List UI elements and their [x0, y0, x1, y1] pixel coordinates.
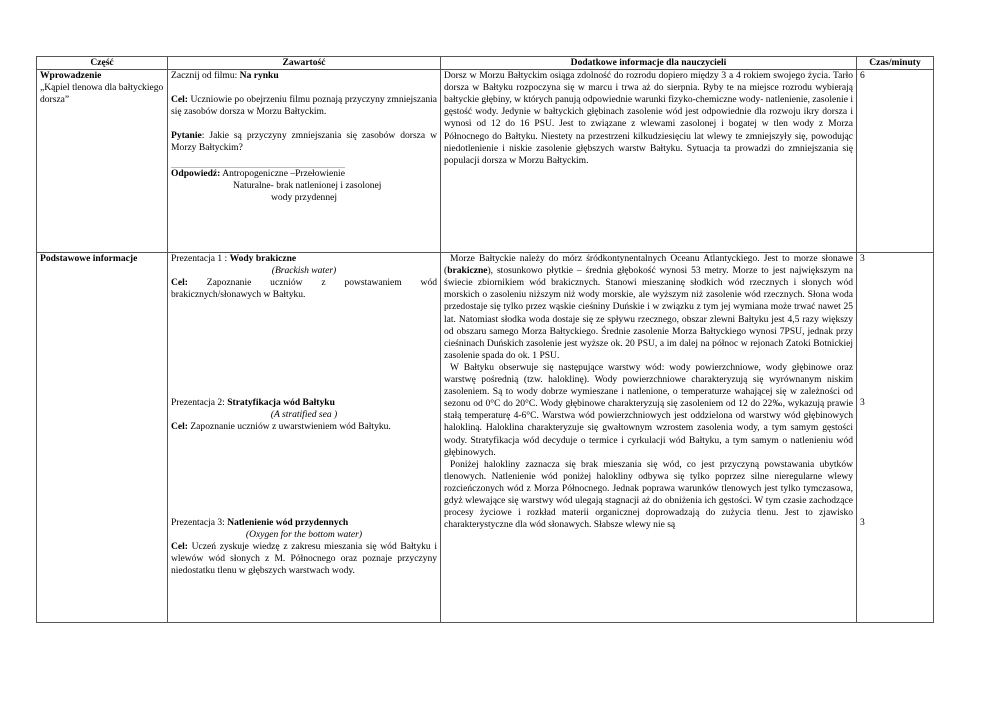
- teacher-info-text: Dorsz w Morzu Bałtyckim osiąga zdolność do rozrodu dopiero między 3 a 4 rokiem swojego życia. Tarło dorsza w Bałtyku rozpoczyna się w marcu i trwa aż do sierpnia. Ryby te na miejsce rozrodu wybierają bałtyckie głębiny, w których panują odpowiednie warunki fizyko-chemiczne wody- natlenienie, zasolenie i gęstość wody. Jedynie w bałtyckich głębinach zasolenie wód jest odpowiednie dla rozwoju ikry dorsza i wynosi od 12 do 16 PSU. Jest to związane z wlewami zasolonej i bogatej w tlen wody z Morza Północnego do Bałtyku. Niestety na przestrzeni kilkudziesięciu lat wlewy te zmniejszyły się, powodując niedotlenienie i niskie zasolenie głębszych warstw Bałtyku. Sytuacja ta prowadzi do zmniejszania się populacji dorsza w Morzu Bałtyckim.: [444, 70, 853, 166]
- film-title: Na rynku: [239, 70, 279, 82]
- presentation-1: Prezentacja 1 : Wody brakiczne (Brackish water) Cel: Zapoznanie uczniów z powstawaniem wód brakicznych/słonawych w Bałtyku.: [171, 253, 437, 301]
- part-title: Wprowadzenie: [40, 70, 102, 82]
- header-row: [37, 57, 934, 70]
- time-value: 6: [860, 70, 865, 82]
- time-cell: [857, 70, 934, 253]
- answer-line: Odpowiedź: Antropogeniczne –Przełowienie: [171, 167, 345, 179]
- header-part: Część: [37, 57, 168, 70]
- question-text: Pytanie: Jakie są przyczyny zmniejszania się zasobów dorsza w Morzy Bałtyckim?: [171, 130, 437, 154]
- lesson-plan-table: [36, 56, 934, 623]
- presentation-3-goal: Cel: Uczeń zyskuje wiedzę z zakresu mieszania się wód Bałtyku i wlewów wód słonych z M. Północnego oraz poznaje przyczyny niedostatku tlenu w głębszych warstwach wody.: [171, 541, 437, 577]
- part-cell: [37, 70, 168, 253]
- time-cell: [857, 253, 934, 623]
- presentation-1-english: (Brackish water): [271, 265, 337, 277]
- presentation-3-english: (Oxygen for the bottom water): [245, 529, 363, 541]
- part-cell: [37, 253, 168, 623]
- part-subtitle: „Kąpiel tlenowa dla bałtyckiego dorsza”: [40, 82, 164, 106]
- content-cell: [168, 253, 441, 623]
- teacher-info-cell: [441, 70, 857, 253]
- header-content: Zawartość: [168, 57, 441, 70]
- header-teacher-info: Dodatkowe informacje dla nauczycieli: [441, 57, 857, 70]
- presentation-2-goal: Cel: Zapoznanie uczniów z uwarstwieniem wód Bałtyku.: [171, 421, 391, 433]
- teacher-info-brackish: Morze Bałtyckie należy do mórz śródkontynentalnych Oceanu Atlantyckiego. Jest to morze słonawe (brakiczne), stosunkowo płytkie – średnia głębokość wynosi 53 metry. Morze to jest największym na świecie zbiornikiem wód brakicznych. Stanowi mieszaninę słodkich wód rzecznych i słonych wód morskich o zasoleniu niższym niż wody morskie, ale wyższym niż zasolenie wód rzecznych. Słona woda przedostaje się tylko przez wąskie cieśniny Duńskie i w związku z tym jej wymiana może trwać nawet 25 lat. Natomiast słodka woda dostaje się ze spływu rzecznego, obszar zlewni Bałtyku jest 4,5 razy większy od obszaru samego Morza Bałtyckiego. Średnie zasolenie Morza Bałtyckiego wynosi 7PSU, jednak przy cieśninach Duńskich zasolenie jest wyższe ok. 20 PSU, a im dalej na północ w rejonach Zatoki Botnickiej zasolenie spada do ok. 1 PSU.: [444, 253, 853, 361]
- content-cell: [168, 70, 441, 253]
- part-title: Podstawowe informacje: [40, 253, 138, 265]
- table-row-basic-info: [37, 253, 934, 623]
- presentation-2-title: Stratyfikacja wód Bałtyku: [227, 397, 335, 409]
- presentation-2-english: (A stratified sea ): [270, 409, 338, 421]
- teacher-info-stratification: W Bałtyku obserwuje się następujące warstwy wód: wody powierzchniowe, wody głębinowe oraz warstwę pośrednią (tzw. haloklinę). Wody powierzchniowe charakteryzują się wyrównanym niskim zasoleniem. Są to wody dobrze wymieszane i natlenione, o temperaturze wahającej się w zależności od sezonu od 0°C do 20°C. Wody głębinowe charakteryzują się zasoleniem od 12 do 22‰, wykazują prawie stałą temperaturę 4-6°C. Warstwa wód powierzchniowych jest oddzielona od warstwy wód głębinowych halokliną. Haloklina charakteryzuje się gwałtownym wzrostem zasolenia wody, a tym samym gęstości wody. Stratyfikacja wód decyduje o termice i cyrkulacji wód Bałtyku, a tym samym o natlenieniu wód głębinowych.: [444, 361, 853, 458]
- teacher-info-oxygen: Poniżej halokliny zaznacza się brak mieszania się wód, co jest przyczyną powstawania ubytków tlenowych. Natlenienie wód poniżej halokliny odbywa się tylko poprzez silne nieregularne wlewy rozcieńczonych wód z Morza Północnego. Jednak poprawa warunków tlenowych jest tylko tymczasowa, gdyż wlewające się warstwy wód ulegają stagnacji aż do obniżenia ich gęstości. W tym czasie zachodzące procesy życiowe i rozkład materii organicznej doprowadzają do zużycia tlenu. Jest to zjawisko charakterystyczne dla wód słonawych. Słabsze wlewy nie są: [444, 458, 853, 531]
- header-time: Czas/minuty: [857, 57, 934, 70]
- film-line: Zacznij od filmu: Na rynku: [171, 70, 279, 82]
- presentation-1-title: Wody brakiczne: [229, 253, 297, 265]
- teacher-info-cell: [441, 253, 857, 623]
- time-value-3: 3: [860, 517, 865, 529]
- presentation-3: Prezentacja 3: Natlenienie wód przydennych (Oxygen for the bottom water) Cel: Uczeń zyskuje wiedzę z zakresu mieszania się wód Bałtyku i wlewów wód słonych z M. Północnego oraz poznaje przyczyny niedostatku tlenu w głębszych warstwach wody.: [171, 517, 437, 577]
- answer-natural-cont: wody przydennej: [270, 191, 337, 203]
- presentation-3-title: Natlenienie wód przydennych: [227, 517, 349, 529]
- presentation-2: Prezentacja 2: Stratyfikacja wód Bałtyku (A stratified sea ) Cel: Zapoznanie uczniów z uwarstwieniem wód Bałtyku.: [171, 397, 437, 433]
- time-value-1: 3: [860, 253, 865, 265]
- presentation-1-goal: Cel: Zapoznanie uczniów z powstawaniem wód brakicznych/słonawych w Bałtyku.: [171, 277, 437, 301]
- answer-natural: Naturalne- brak natlenionej i zasolonej: [233, 179, 382, 191]
- table-row-introduction: [37, 70, 934, 253]
- goal-text: Cel: Uczniowie po obejrzeniu filmu poznają przyczyny zmniejszania się zasobów dorsza w Morzu Bałtyckim.: [171, 94, 437, 118]
- time-value-2: 3: [860, 397, 865, 409]
